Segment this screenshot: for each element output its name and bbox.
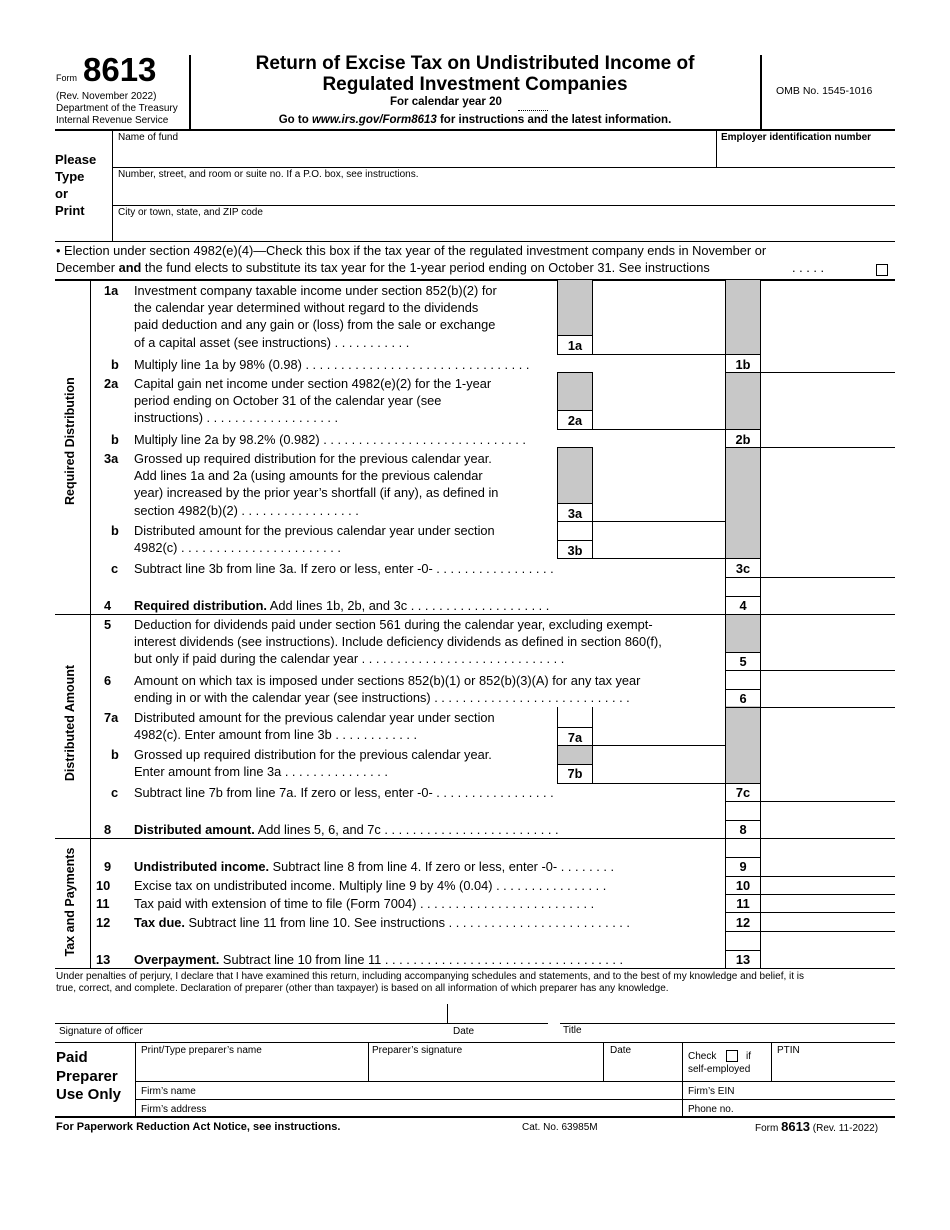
preparer-name-field[interactable] — [137, 1058, 367, 1080]
election-line1: • Election under section 4982(e)(4)—Check this box if the tax year of the regulated investment company ends in November or — [56, 243, 767, 258]
box-label-5: 5 — [739, 654, 747, 669]
input-line-3c[interactable] — [761, 559, 895, 577]
election-line2: December and the fund elects to substitute its tax year for the 1-year period ending on October 31. See instructions — [56, 260, 710, 275]
revision-date: (Rev. November 2022) — [56, 91, 157, 102]
paperwork-notice: For Paperwork Reduction Act Notice, see instructions. — [56, 1121, 341, 1133]
box-label-6: 6 — [739, 691, 747, 706]
input-line-1a[interactable] — [593, 280, 725, 354]
firm-ein-label: Firm’s EIN — [688, 1086, 735, 1097]
section-required-distribution: Required Distribution — [63, 377, 77, 505]
signature-title-label: Title — [563, 1025, 582, 1036]
box-label-3c: 3c — [735, 561, 751, 576]
instructions-link: Go to www.irs.gov/Form8613 for instructions and the latest information. — [278, 114, 672, 126]
preparer-signature-label: Preparer’s signature — [372, 1045, 463, 1056]
officer-signature-field[interactable] — [56, 1000, 446, 1022]
box-label-7c: 7c — [735, 785, 751, 800]
box-label-7a: 7a — [567, 730, 583, 745]
calendar-year-label: For calendar year 20 — [390, 96, 502, 108]
input-line-3b[interactable] — [593, 522, 725, 558]
omb-number: OMB No. 1545-1016 — [776, 85, 873, 97]
preparer-signature-field[interactable] — [370, 1058, 602, 1080]
footer-form-id: Form 8613 (Rev. 11-2022) — [755, 1119, 879, 1134]
election-checkbox[interactable] — [876, 264, 888, 276]
calendar-year-field[interactable] — [518, 110, 548, 111]
box-label-13: 13 — [735, 952, 751, 967]
input-line-7c[interactable] — [761, 784, 895, 801]
please-type-label: Please Type or Print — [55, 152, 97, 218]
input-line-12[interactable] — [761, 913, 895, 931]
self-employed-label: self-employed — [688, 1064, 751, 1075]
irs-url[interactable]: www.irs.gov/Form8613 — [311, 114, 437, 126]
preparer-date-field[interactable] — [605, 1058, 681, 1080]
officer-title-field[interactable] — [560, 1000, 895, 1022]
input-line-3a[interactable] — [593, 448, 725, 521]
form-title: Return of Excise Tax on Undistributed Income of Regulated Investment Companies — [255, 53, 695, 95]
input-line-10[interactable] — [761, 877, 895, 894]
input-line-8[interactable] — [761, 802, 895, 838]
input-line-7a[interactable] — [593, 708, 725, 745]
box-label-11: 11 — [736, 896, 750, 911]
officer-date-field[interactable] — [448, 1000, 548, 1022]
firm-address-label: Firm’s address — [141, 1104, 207, 1115]
firm-ein-field[interactable] — [740, 1082, 895, 1099]
input-line-13[interactable] — [761, 932, 895, 968]
phone-field[interactable] — [740, 1100, 895, 1116]
signature-date-label: Date — [453, 1026, 475, 1037]
box-label-3a: 3a — [567, 506, 583, 521]
box-label-3b: 3b — [567, 543, 583, 558]
box-label-8: 8 — [739, 822, 747, 837]
name-of-fund-label: Name of fund — [118, 132, 179, 143]
paid-preparer-heading: Paid Preparer Use Only — [56, 1049, 122, 1103]
street-label: Number, street, and room or suite no. If a P.O. box, see instructions. — [118, 169, 419, 180]
input-line-9[interactable] — [761, 839, 895, 876]
box-label-7b: 7b — [567, 766, 583, 781]
input-line-2a[interactable] — [593, 373, 725, 429]
box-label-1b: 1b — [735, 357, 751, 372]
input-line-1b[interactable] — [761, 355, 895, 372]
department: Department of the Treasury — [56, 103, 178, 114]
form-number: 8613 — [83, 51, 157, 88]
city-field[interactable] — [113, 221, 895, 240]
input-line-11[interactable] — [761, 895, 895, 912]
section-distributed-amount: Distributed Amount — [63, 664, 77, 782]
signature-of-officer-label: Signature of officer — [59, 1026, 143, 1037]
phone-label: Phone no. — [688, 1104, 734, 1115]
ein-field[interactable] — [717, 146, 895, 166]
form-word: Form — [56, 73, 77, 83]
firm-address-field[interactable] — [210, 1100, 680, 1116]
firm-name-field[interactable] — [200, 1082, 680, 1099]
self-employed-checkbox[interactable] — [726, 1050, 738, 1062]
name-of-fund-field[interactable] — [113, 146, 715, 166]
box-label-2a: 2a — [567, 413, 583, 428]
city-label: City or town, state, and ZIP code — [118, 207, 263, 218]
preparer-name-label: Print/Type preparer’s name — [141, 1045, 262, 1056]
input-line-6[interactable] — [761, 671, 895, 707]
input-line-7b[interactable] — [593, 746, 725, 783]
street-field[interactable] — [113, 183, 895, 203]
box-label-10: 10 — [735, 878, 751, 893]
firm-name-label: Firm’s name — [141, 1086, 196, 1097]
catalog-number: Cat. No. 63985M — [522, 1122, 598, 1133]
box-label-9: 9 — [739, 859, 747, 874]
section-tax-and-payments: Tax and Payments — [63, 847, 77, 957]
self-employed-check-label: Check — [688, 1051, 717, 1062]
box-label-1a: 1a — [567, 338, 583, 353]
box-label-4: 4 — [739, 598, 747, 613]
input-line-5[interactable] — [761, 615, 895, 670]
box-label-12: 12 — [735, 915, 751, 930]
box-label-2b: 2b — [735, 432, 751, 447]
preparer-date-label: Date — [610, 1045, 632, 1056]
input-line-2b[interactable] — [761, 430, 895, 447]
ptin-field[interactable] — [773, 1058, 895, 1080]
agency: Internal Revenue Service — [56, 115, 169, 126]
ptin-label: PTIN — [777, 1045, 800, 1056]
input-line-4[interactable] — [761, 578, 895, 614]
ein-label: Employer identification number — [721, 132, 872, 143]
